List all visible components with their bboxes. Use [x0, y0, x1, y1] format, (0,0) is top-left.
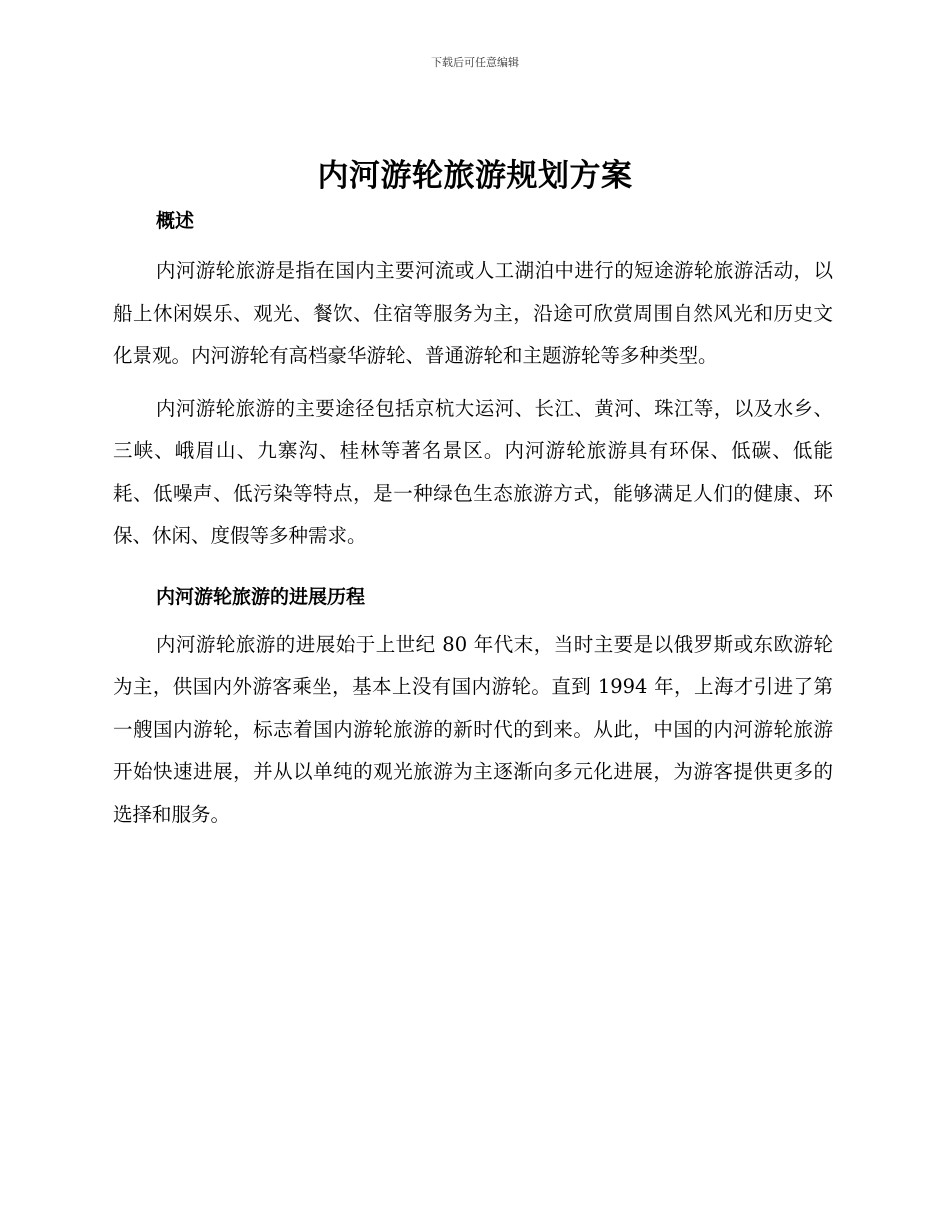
page-header-note: 下载后可任意编辑 [431, 56, 519, 69]
document-body [113, 204, 833, 836]
section-heading-overview: 概述 [156, 210, 195, 232]
document-title: 内河游轮旅游规划方案 [317, 158, 633, 194]
paragraph-overview-1: 内河游轮旅游是指在国内主要河流或人工湖泊中进行的短途游轮旅游活动，以船上休闲娱乐、观光、餐饮、住宿等服务为主，沿途可欣赏周围自然风光和历史文化景观。内河游轮有高档豪华游轮、普通游轮和主题游轮等多种类型。 [113, 259, 833, 367]
paragraph-history-1: 内河游轮旅游的进展始于上世纪 80 年代末，当时主要是以俄罗斯或东欧游轮为主，供国内外游客乘坐，基本上没有国内游轮。直到 1994 年，上海才引进了第一艘国内游轮，标志着国内游轮旅游的新时代的到来。从此，中国的内河游轮旅游开始快速进展，并从以单纯的观光旅游为主逐渐向多元化进展，为游客提供更多的选择和服务。 [113, 632, 833, 826]
paragraph-overview-2: 内河游轮旅游的主要途径包括京杭大运河、长江、黄河、珠江等，以及水乡、三峡、峨眉山、九寨沟、桂林等著名景区。内河游轮旅游具有环保、低碳、低能耗、低噪声、低污染等特点，是一种绿色生态旅游方式，能够满足人们的健康、环保、休闲、度假等多种需求。 [113, 396, 833, 547]
section-heading-history: 内河游轮旅游的进展历程 [156, 585, 366, 608]
